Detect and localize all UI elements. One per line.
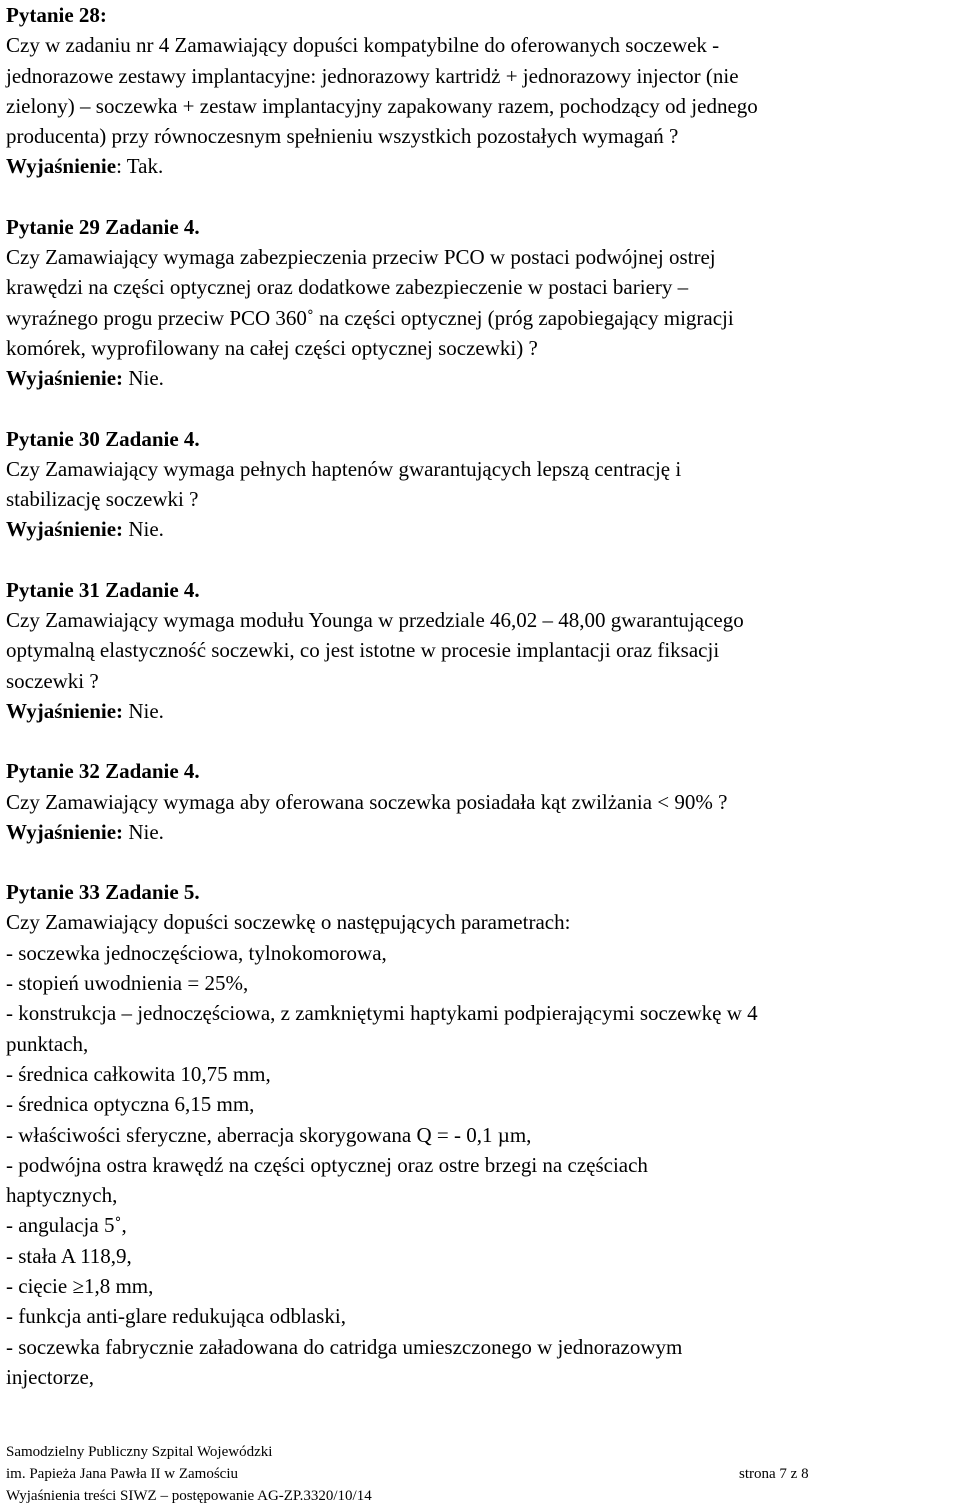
question-text-line: - funkcja anti-glare redukująca odblaski,: [6, 1304, 346, 1329]
question-heading: Pytanie 31 Zadanie 4.: [6, 577, 200, 602]
answer-value: Nie.: [123, 819, 164, 844]
question-spacer: [6, 182, 956, 212]
question-spacer: [6, 726, 956, 756]
question-block: [6, 212, 956, 394]
question-text-line: producenta) przy równoczesnym spełnieniu wszystkich pozostałych wymagań ?: [6, 124, 679, 149]
answer-line: [6, 817, 956, 847]
question-text-line: zielony) – soczewka + zestaw implantacyjny zapakowany razem, pochodzący od jednego: [6, 93, 758, 118]
question-spacer: [6, 394, 956, 424]
question-text-line: optymalną elastyczność soczewki, co jest istotne w procesie implantacji oraz fiksacji: [6, 638, 720, 663]
question-text-line: injectorze,: [6, 1364, 95, 1389]
question-text-line: - średnica całkowita 10,75 mm,: [6, 1061, 271, 1086]
question-block: [6, 575, 956, 726]
question-text-line: krawędzi na części optycznej oraz dodatkowe zabezpieczenie w postaci bariery –: [6, 275, 689, 300]
question-text-line: Czy Zamawiający wymaga aby oferowana soczewka posiadała kąt zwilżania < 90% ?: [6, 789, 728, 814]
question-text-line: Czy Zamawiający wymaga modułu Younga w przedziale 46,02 – 48,00 gwarantującego: [6, 608, 744, 633]
question-heading: Pytanie 33 Zadanie 5.: [6, 880, 200, 905]
question-text-line: - stopień uwodnienia = 25%,: [6, 971, 249, 996]
answer-line: [6, 151, 956, 181]
answer-value: Nie.: [123, 698, 164, 723]
question-text-line: haptycznych,: [6, 1183, 118, 1208]
footer-hospital-name: Samodzielny Publiczny Szpital Wojewódzki: [6, 1444, 273, 1460]
question-block: [6, 424, 956, 545]
answer-line: [6, 696, 956, 726]
question-heading: Pytanie 32 Zadanie 4.: [6, 759, 200, 784]
answer-value: Nie.: [123, 366, 164, 391]
document-body: [6, 0, 956, 1392]
answer-label: Wyjaśnienie:: [6, 819, 124, 844]
question-text-line: jednorazowe zestawy implantacyjne: jednorazowy kartridż + jednorazowy injector (nie: [6, 63, 739, 88]
question-text-line: punktach,: [6, 1031, 89, 1056]
question-text-line: wyraźnego progu przeciw PCO 360˚ na części optycznej (próg zapobiegający migracji: [6, 305, 734, 330]
question-text-line: Czy Zamawiający wymaga pełnych haptenów gwarantujących lepszą centrację i: [6, 456, 682, 481]
answer-line: [6, 514, 956, 544]
footer-page-number: strona 7 z 8: [739, 1466, 809, 1482]
footer-row-3: [6, 1485, 956, 1507]
question-block: [6, 877, 956, 1392]
answer-line: [6, 363, 956, 393]
footer-hospital-address: im. Papieża Jana Pawła II w Zamościu: [6, 1466, 239, 1482]
answer-value: Nie.: [123, 517, 164, 542]
question-block: [6, 0, 956, 182]
question-text-line: Czy Zamawiający wymaga zabezpieczenia przeciw PCO w postaci podwójnej ostrej: [6, 245, 716, 270]
answer-value: : Tak.: [116, 154, 164, 179]
question-block: [6, 756, 956, 847]
question-text-line: - podwójna ostra krawędź na części optycznej oraz ostre brzegi na częściach: [6, 1152, 648, 1177]
question-text-line: - właściwości sferyczne, aberracja skorygowana Q = - 0,1 µm,: [6, 1122, 532, 1147]
footer-row-1: [6, 1441, 956, 1463]
question-spacer: [6, 847, 956, 877]
footer-row-2: [6, 1463, 956, 1485]
question-text-line: - cięcie ≥1,8 mm,: [6, 1273, 154, 1298]
answer-label: Wyjaśnienie: [6, 154, 117, 179]
question-text-line: komórek, wyprofilowany na całej części optycznej soczewki) ?: [6, 335, 538, 360]
question-spacer: [6, 545, 956, 575]
question-text-line: Czy Zamawiający dopuści soczewkę o następujących parametrach:: [6, 910, 571, 935]
answer-label: Wyjaśnienie:: [6, 698, 124, 723]
footer-reference: Wyjaśnienia treści SIWZ – postępowanie AG-ZP.3320/10/14: [6, 1488, 372, 1504]
question-heading: Pytanie 28:: [6, 3, 107, 27]
question-text-line: - angulacja 5˚,: [6, 1213, 127, 1238]
answer-label: Wyjaśnienie:: [6, 366, 124, 391]
question-text-line: Czy w zadaniu nr 4 Zamawiający dopuści kompatybilne do oferowanych soczewek -: [6, 33, 720, 58]
question-text-line: stabilizację soczewki ?: [6, 487, 199, 512]
question-text-line: soczewki ?: [6, 668, 99, 693]
question-text-line: - średnica optyczna 6,15 mm,: [6, 1092, 255, 1117]
question-text-line: - soczewka jednoczęściowa, tylnokomorowa,: [6, 940, 387, 965]
question-text-line: - stała A 118,9,: [6, 1243, 132, 1268]
question-heading: Pytanie 29 Zadanie 4.: [6, 214, 200, 239]
question-text-line: - konstrukcja – jednoczęściowa, z zamkniętymi haptykami podpierającymi soczewkę w 4: [6, 1001, 758, 1026]
answer-label: Wyjaśnienie:: [6, 517, 124, 542]
page-footer: [6, 1441, 956, 1507]
question-text-line: - soczewka fabrycznie załadowana do catridga umieszczonego w jednorazowym: [6, 1334, 683, 1359]
question-heading: Pytanie 30 Zadanie 4.: [6, 426, 200, 451]
